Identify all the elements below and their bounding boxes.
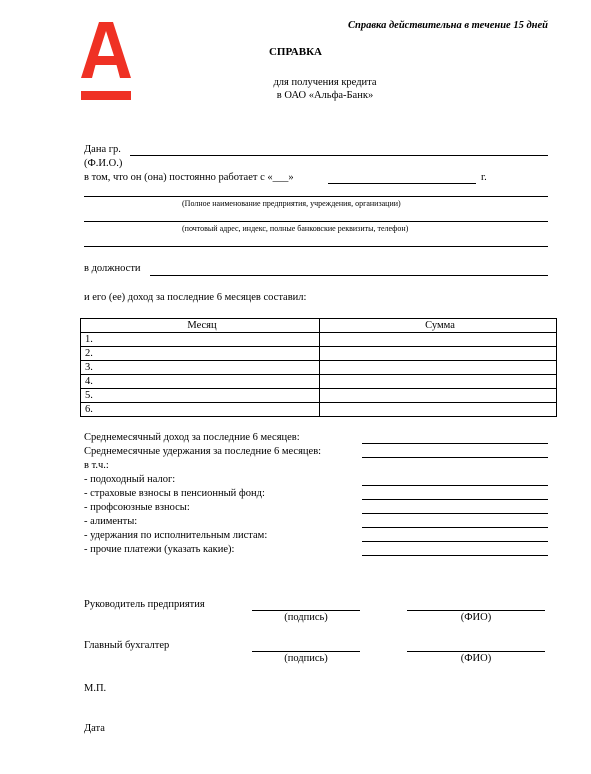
fio-line <box>130 155 548 156</box>
position-label: в должности <box>84 263 141 274</box>
income-tax-line <box>362 485 548 486</box>
income-intro: и его (ее) доход за последние 6 месяцев составил: <box>84 292 307 303</box>
accountant-signature-caption: (подпись) <box>284 653 328 664</box>
amount-cell[interactable] <box>320 333 557 347</box>
alfa-bank-a-logo <box>81 22 131 102</box>
director-name-caption: (ФИО) <box>460 612 492 623</box>
table-row <box>81 361 557 375</box>
accountant-signature-line <box>252 651 360 652</box>
writ-deductions-label: - удержания по исполнительным листам: <box>84 530 268 541</box>
alfa-underline <box>81 91 131 100</box>
avg-income-label: Среднемесячный доход за последние 6 месяцев: <box>84 432 300 443</box>
amount-cell[interactable] <box>320 403 557 417</box>
year-suffix: г. <box>481 172 487 183</box>
given-to-label: Дана гр. <box>84 144 121 155</box>
validity-note: Справка действительна в течение 15 дней <box>347 20 548 31</box>
month-cell: 1. <box>81 333 320 347</box>
month-cell: 3. <box>81 361 320 375</box>
month-header: Месяц <box>81 319 320 333</box>
document-title: СПРАВКА <box>268 46 322 58</box>
accountant-name-caption: (ФИО) <box>460 653 492 664</box>
table-row <box>81 375 557 389</box>
org-name-caption: (Полное наименование предприятия, учреждения, организации) <box>182 199 401 208</box>
works-since-label: в том, что он (она) постоянно работает с «___» <box>84 172 294 183</box>
income-tax-label: - подоходный налог: <box>84 474 176 485</box>
subtitle-line-1: для получения кредита <box>273 77 377 88</box>
amount-cell[interactable] <box>320 361 557 375</box>
pension-label: - страховые взносы в пенсионный фонд: <box>84 488 265 499</box>
month-cell: 5. <box>81 389 320 403</box>
address-line-2 <box>84 246 548 247</box>
alimony-label: - алименты: <box>84 516 138 527</box>
table-row <box>81 389 557 403</box>
pension-line <box>362 499 548 500</box>
writ-deductions-line <box>362 541 548 542</box>
table-header-row <box>81 319 557 333</box>
table-row <box>81 403 557 417</box>
director-signature-line <box>252 610 360 611</box>
month-cell: 2. <box>81 347 320 361</box>
table-row <box>81 347 557 361</box>
amount-cell[interactable] <box>320 389 557 403</box>
avg-deductions-line <box>362 457 548 458</box>
address-line <box>84 221 548 222</box>
fio-label: (Ф.И.О.) <box>84 158 123 169</box>
director-label: Руководитель предприятия <box>84 599 205 610</box>
director-signature-caption: (подпись) <box>284 612 328 623</box>
union-label: - профсоюзные взносы: <box>84 502 190 513</box>
other-payments-line <box>362 555 548 556</box>
date-label: Дата <box>84 723 105 734</box>
subtitle-line-2: в ОАО «Альфа-Банк» <box>276 90 374 101</box>
address-caption: (почтовый адрес, индекс, полные банковские реквизиты, телефон) <box>182 224 409 233</box>
month-cell: 6. <box>81 403 320 417</box>
income-table <box>80 318 557 417</box>
director-name-line <box>407 610 545 611</box>
position-line <box>150 275 548 276</box>
month-cell: 4. <box>81 375 320 389</box>
month-year-line <box>328 183 476 184</box>
stamp-label: М.П. <box>84 683 107 694</box>
avg-deductions-label: Среднемесячные удержания за последние 6 месяцев: <box>84 446 322 457</box>
avg-income-line <box>362 443 548 444</box>
accountant-name-line <box>407 651 545 652</box>
alimony-line <box>362 527 548 528</box>
document-subtitle <box>240 76 410 102</box>
org-name-line <box>84 196 548 197</box>
including-label: в т.ч.: <box>84 460 109 471</box>
amount-cell[interactable] <box>320 375 557 389</box>
table-row <box>81 333 557 347</box>
other-payments-label: - прочие платежи (указать какие): <box>84 544 235 555</box>
union-line <box>362 513 548 514</box>
amount-header: Сумма <box>320 319 557 333</box>
amount-cell[interactable] <box>320 347 557 361</box>
accountant-label: Главный бухгалтер <box>84 640 170 651</box>
